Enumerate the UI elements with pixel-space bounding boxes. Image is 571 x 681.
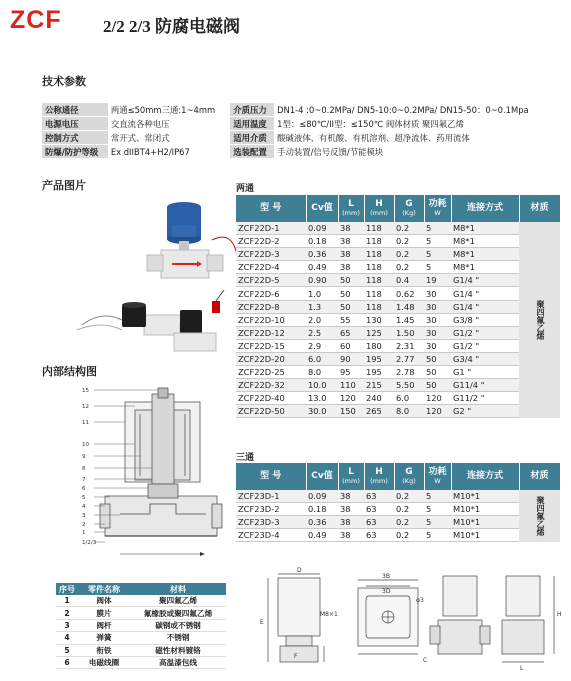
section-three-way: 三通 [236,453,255,463]
table-cell: 6.0 [394,392,424,405]
header-model-label: 型 号 [260,471,282,481]
table-cell: 118 [364,248,394,261]
table-row [236,274,560,287]
table-cell: 63 [364,529,394,542]
table-cell: ZCF22D-6 [236,287,306,300]
parts-cell: 电磁线圈 [78,656,130,668]
header-l-label: L [348,466,354,477]
table-cell: 180 [364,339,394,352]
header-conn [451,195,519,222]
table-cell: 5 [424,222,451,235]
table-cell: ZCF22D-12 [236,326,306,339]
table-row [236,261,560,274]
spec-cell: Ex dIIBT4+H2/IP67 [108,145,230,159]
parts-row [56,632,226,644]
table-cell: 30 [424,326,451,339]
table-cell: 63 [364,503,394,516]
diagram-label: 9 [82,454,86,460]
spec-cell: 防爆/防护等级 [42,145,108,159]
table-cell: 38 [338,248,364,261]
spec-cell: 适用温度 [230,117,274,131]
diagram-label: 7 [82,477,86,483]
header-h-label: H [375,466,383,477]
header-power-label: 功耗 [428,466,447,477]
table-cell: ZCF22D-32 [236,379,306,392]
table-cell: ZCF22D-25 [236,366,306,379]
table-cell: 240 [364,392,394,405]
header-g [394,195,424,222]
header-g-label: G [405,466,413,477]
table-cell: 0.2 [394,261,424,274]
spec-cell: 常开式、常闭式 [108,131,230,145]
header-material-label: 材质 [530,471,549,481]
table-cell: 120 [424,392,451,405]
table-cell: 0.2 [394,248,424,261]
valve-photo-3 [174,290,224,351]
dim-label-c: C [423,657,428,664]
header-cv-label: Cv值 [311,471,333,481]
table-cell: 90 [338,352,364,365]
diagram-label: 1/2/3 [82,540,97,546]
table-cell: 5 [424,503,451,516]
table-cell: ZCF22D-10 [236,313,306,326]
spec-row [42,145,560,159]
parts-row [56,607,226,619]
table-cell: G1/4 " [451,274,519,287]
table-row [236,366,560,379]
table-cell: ZCF22D-20 [236,352,306,365]
dim-label-3d: 3D [382,588,391,595]
header-h [364,195,394,222]
table-cell: 38 [338,222,364,235]
parts-cell: 弹簧 [78,632,130,644]
table-cell: M8*1 [451,222,519,235]
spec-cell: 适用介质 [230,131,274,145]
table-header-row [236,195,560,222]
dimension-drawings [258,566,563,678]
table-cell: 38 [338,490,364,503]
header-l-unit: (mm) [342,208,360,217]
table-cell: M8*1 [451,248,519,261]
diagram-label: 12 [82,404,89,410]
diagram-label: 8 [82,466,86,472]
table-row [236,516,560,529]
table-cell: ZCF23D-2 [236,503,306,516]
table-cell: M10*1 [451,516,519,529]
header-g-unit: (Kg) [402,208,416,217]
table-cell: 2.78 [394,366,424,379]
table-cell: G3/4 " [451,352,519,365]
parts-cell: 5 [56,644,78,656]
table-cell: 60 [338,339,364,352]
parts-cell: 阀体 [78,595,130,607]
section-photo: 产品图片 [42,179,86,192]
parts-cell: 1 [56,595,78,607]
table-cell: 118 [364,261,394,274]
table-cell: 65 [338,326,364,339]
table-row [236,392,560,405]
header-l-unit: (mm) [342,476,360,485]
header-conn-label: 连接方式 [466,203,503,213]
parts-cell: 衔铁 [78,644,130,656]
table-cell: 5 [424,490,451,503]
table-cell: G1 " [451,366,519,379]
table-cell: 5 [424,235,451,248]
table-cell: 50 [424,366,451,379]
table-cell: ZCF22D-2 [236,235,306,248]
spec-cell: 公称通径 [42,103,108,117]
table-cell: 5.50 [394,379,424,392]
table-cell: ZCF22D-40 [236,392,306,405]
table-row [236,339,560,352]
table-cell: 8.0 [306,366,338,379]
header-power-unit: W [434,476,441,485]
table-cell: 0.2 [394,222,424,235]
parts-cell: 磁性材料镀铬 [130,644,226,656]
table-cell: 13.0 [306,392,338,405]
table-row [236,352,560,365]
material-cell: 聚四氟乙烯 [519,222,560,418]
header-power [424,463,451,490]
table-cell: G1/2 " [451,339,519,352]
table-cell: 0.2 [394,529,424,542]
parts-cell: 6 [56,656,78,668]
parts-row [56,644,226,656]
diagram-label: 2 [82,522,86,528]
table-row [236,235,560,248]
brand-logo: ZCF [10,6,62,34]
table-cell: 0.2 [394,516,424,529]
header-power-label: 功耗 [428,198,447,209]
dim-label-d: D [297,567,302,574]
table-cell: 0.4 [394,274,424,287]
table-row [236,300,560,313]
diagram-label: 1 [82,530,86,536]
table-cell: 0.2 [394,503,424,516]
spec-cell: DN1-4 :0~0.2MPa/ DN5-10:0~0.2MPa/ DN15-50：0~0.1Mpa [274,103,560,117]
parts-cell: 3 [56,619,78,631]
table-cell: 50 [424,379,451,392]
table-cell: 265 [364,405,394,418]
parts-cell: 高温漆包线 [130,656,226,668]
table-cell: 120 [338,392,364,405]
spec-cell: 介质压力 [230,103,274,117]
header-material [519,195,560,222]
header-g-unit: (Kg) [402,476,416,485]
table-cell: ZCF23D-3 [236,516,306,529]
table-cell: ZCF22D-8 [236,300,306,313]
parts-row [56,595,226,607]
table-cell: G2 " [451,405,519,418]
table-cell: 0.49 [306,529,338,542]
table-row [236,248,560,261]
header-material-label: 材质 [530,203,549,213]
parts-cell: 碳钢或不锈钢 [130,619,226,631]
diagram-label: 15 [82,388,89,394]
table-cell: 118 [364,300,394,313]
header-power-unit: W [434,208,441,217]
spec-cell: 控制方式 [42,131,108,145]
table-cell: ZCF22D-15 [236,339,306,352]
header-cv [306,463,338,490]
table-cell: 38 [338,261,364,274]
table-cell: 118 [364,222,394,235]
table-cell: 50 [338,274,364,287]
table-cell: 50 [338,287,364,300]
table-cell: 50 [338,300,364,313]
header-conn-label: 连接方式 [466,471,503,481]
table-cell: 0.90 [306,274,338,287]
table-row [236,313,560,326]
spec-table [42,103,560,159]
parts-row [56,619,226,631]
table-cell: ZCF22D-4 [236,261,306,274]
table-cell: G1/2 " [451,326,519,339]
table-cell: 5 [424,248,451,261]
header-material [519,463,560,490]
table-row [236,222,560,235]
table-cell: 2.31 [394,339,424,352]
spec-cell: 两通≤50mm三通:1~4mm [108,103,230,117]
spec-cell: 选装配置 [230,145,274,159]
table-cell: 130 [364,313,394,326]
table-row [236,326,560,339]
table-row [236,287,560,300]
product-photo [62,195,237,360]
table-cell: 63 [364,490,394,503]
diagram-label: 11 [82,420,89,426]
header-h-unit: (mm) [370,476,388,485]
table-cell: 6.0 [306,352,338,365]
parts-cell: 4 [56,632,78,644]
table-cell: 30 [424,287,451,300]
spec-cell: 电源电压 [42,117,108,131]
spec-row [42,117,560,131]
diagram-label: 5 [82,495,86,501]
table-cell: 2.77 [394,352,424,365]
table-cell: 110 [338,379,364,392]
parts-header-name: 零件名称 [78,583,130,595]
table-cell: 1.0 [306,287,338,300]
table-cell: ZCF22D-5 [236,274,306,287]
table-cell: 30 [424,300,451,313]
header-conn [451,463,519,490]
table-cell: 5 [424,516,451,529]
parts-header-no: 序号 [56,583,78,595]
valve-photo-2 [77,302,192,335]
table-cell: 0.2 [394,490,424,503]
material-cell: 聚四氟乙烯 [519,490,560,542]
spec-row [42,103,560,117]
table-cell: 0.2 [394,235,424,248]
diagram-label: 10 [82,442,89,448]
table-cell: ZCF22D-3 [236,248,306,261]
dim-label-e: E [260,619,264,626]
header-cv [306,195,338,222]
table-cell: 95 [338,366,364,379]
section-internal: 内部结构图 [42,365,97,378]
table-cell: 215 [364,379,394,392]
table-cell: G11/4 " [451,379,519,392]
table-cell: M10*1 [451,529,519,542]
table-cell: 63 [364,516,394,529]
dim-label-3b: 3B [382,573,390,580]
table-cell: G3/8 " [451,313,519,326]
header-h [364,463,394,490]
dim-label-f: F [294,653,298,660]
table-cell: 50 [424,352,451,365]
header-g-label: G [405,198,413,209]
parts-cell: 氟橡胶或聚四氟乙烯 [130,607,226,619]
table-cell: ZCF23D-1 [236,490,306,503]
table-cell: ZCF22D-1 [236,222,306,235]
three-way-table [236,463,561,542]
table-cell: M10*1 [451,490,519,503]
table-cell: 2.9 [306,339,338,352]
header-h-unit: (mm) [370,208,388,217]
header-l-label: L [348,198,354,209]
table-cell: 1.48 [394,300,424,313]
table-cell: 38 [338,235,364,248]
table-cell: 30 [424,313,451,326]
diagram-label: 6 [82,486,86,492]
header-l [338,195,364,222]
table-cell: 0.09 [306,490,338,503]
table-cell: G1/4 " [451,300,519,313]
table-cell: 2.0 [306,313,338,326]
table-cell: 195 [364,352,394,365]
parts-table [56,583,226,669]
table-cell: 38 [338,529,364,542]
table-cell: 38 [338,516,364,529]
header-cv-label: Cv值 [311,203,333,213]
table-cell: 118 [364,274,394,287]
header-l [338,463,364,490]
table-cell: 0.62 [394,287,424,300]
table-row [236,503,560,516]
spec-cell: 交直流各种电压 [108,117,230,131]
table-cell: 30.0 [306,405,338,418]
table-cell: M8*1 [451,235,519,248]
parts-cell: 聚四氟乙烯 [130,595,226,607]
table-cell: 38 [338,503,364,516]
table-cell: 1.50 [394,326,424,339]
table-header-row [236,463,560,490]
dim-label-m8: M8×1 [320,611,338,618]
table-cell: 0.36 [306,248,338,261]
table-cell: 2.5 [306,326,338,339]
table-cell: 125 [364,326,394,339]
parts-cell: 不锈钢 [130,632,226,644]
two-way-table [236,195,561,418]
parts-cell: 膜片 [78,607,130,619]
table-row [236,529,560,542]
table-cell: 0.18 [306,503,338,516]
table-cell: 0.36 [306,516,338,529]
page-title: 2/2 2/3 防腐电磁阀 [103,17,240,36]
table-cell: 118 [364,235,394,248]
internal-diagram [80,384,240,564]
section-tech: 技术参数 [42,75,86,88]
header-power [424,195,451,222]
table-cell: ZCF23D-4 [236,529,306,542]
header-model [236,463,306,490]
table-cell: 30 [424,339,451,352]
table-cell: 19 [424,274,451,287]
header-model-label: 型 号 [260,203,282,213]
table-cell: 0.18 [306,235,338,248]
table-cell: 10.0 [306,379,338,392]
parts-row [56,656,226,668]
header-g [394,463,424,490]
spec-row [42,131,560,145]
table-cell: 150 [338,405,364,418]
table-cell: M8*1 [451,261,519,274]
spec-cell: 手动装置/信号反馈/节能模块 [274,145,560,159]
table-cell: 0.49 [306,261,338,274]
diagram-label: 3 [82,513,86,519]
table-cell: 8.0 [394,405,424,418]
table-row [236,405,560,418]
dim-label-l: L [520,665,524,672]
dim-label-phi3: φ3 [416,597,424,604]
table-cell: 5 [424,529,451,542]
parts-cell: 2 [56,607,78,619]
table-row [236,379,560,392]
diagram-label: 4 [82,504,86,510]
table-cell: 5 [424,261,451,274]
table-cell: 0.09 [306,222,338,235]
table-cell: 120 [424,405,451,418]
parts-cell: 阀杆 [78,619,130,631]
header-h-label: H [375,198,383,209]
table-cell: M10*1 [451,503,519,516]
parts-header-material: 材料 [130,583,226,595]
table-cell: 1.45 [394,313,424,326]
spec-cell: 酸碱液体、有机酸、有机溶剂、超净流体、药用流体 [274,131,560,145]
header-model [236,195,306,222]
section-two-way: 两通 [236,184,255,194]
valve-photo-1 [147,202,237,278]
table-cell: 118 [364,287,394,300]
dim-label-h: H [557,611,562,618]
table-cell: ZCF22D-50 [236,405,306,418]
table-cell: G11/2 " [451,392,519,405]
table-cell: 1.3 [306,300,338,313]
table-cell: 55 [338,313,364,326]
table-cell: G1/4 " [451,287,519,300]
table-cell: 195 [364,366,394,379]
table-row [236,490,560,503]
spec-cell: 1型：≤80℃/II型：≤150℃ 阀体材质 聚四氟乙烯 [274,117,560,131]
